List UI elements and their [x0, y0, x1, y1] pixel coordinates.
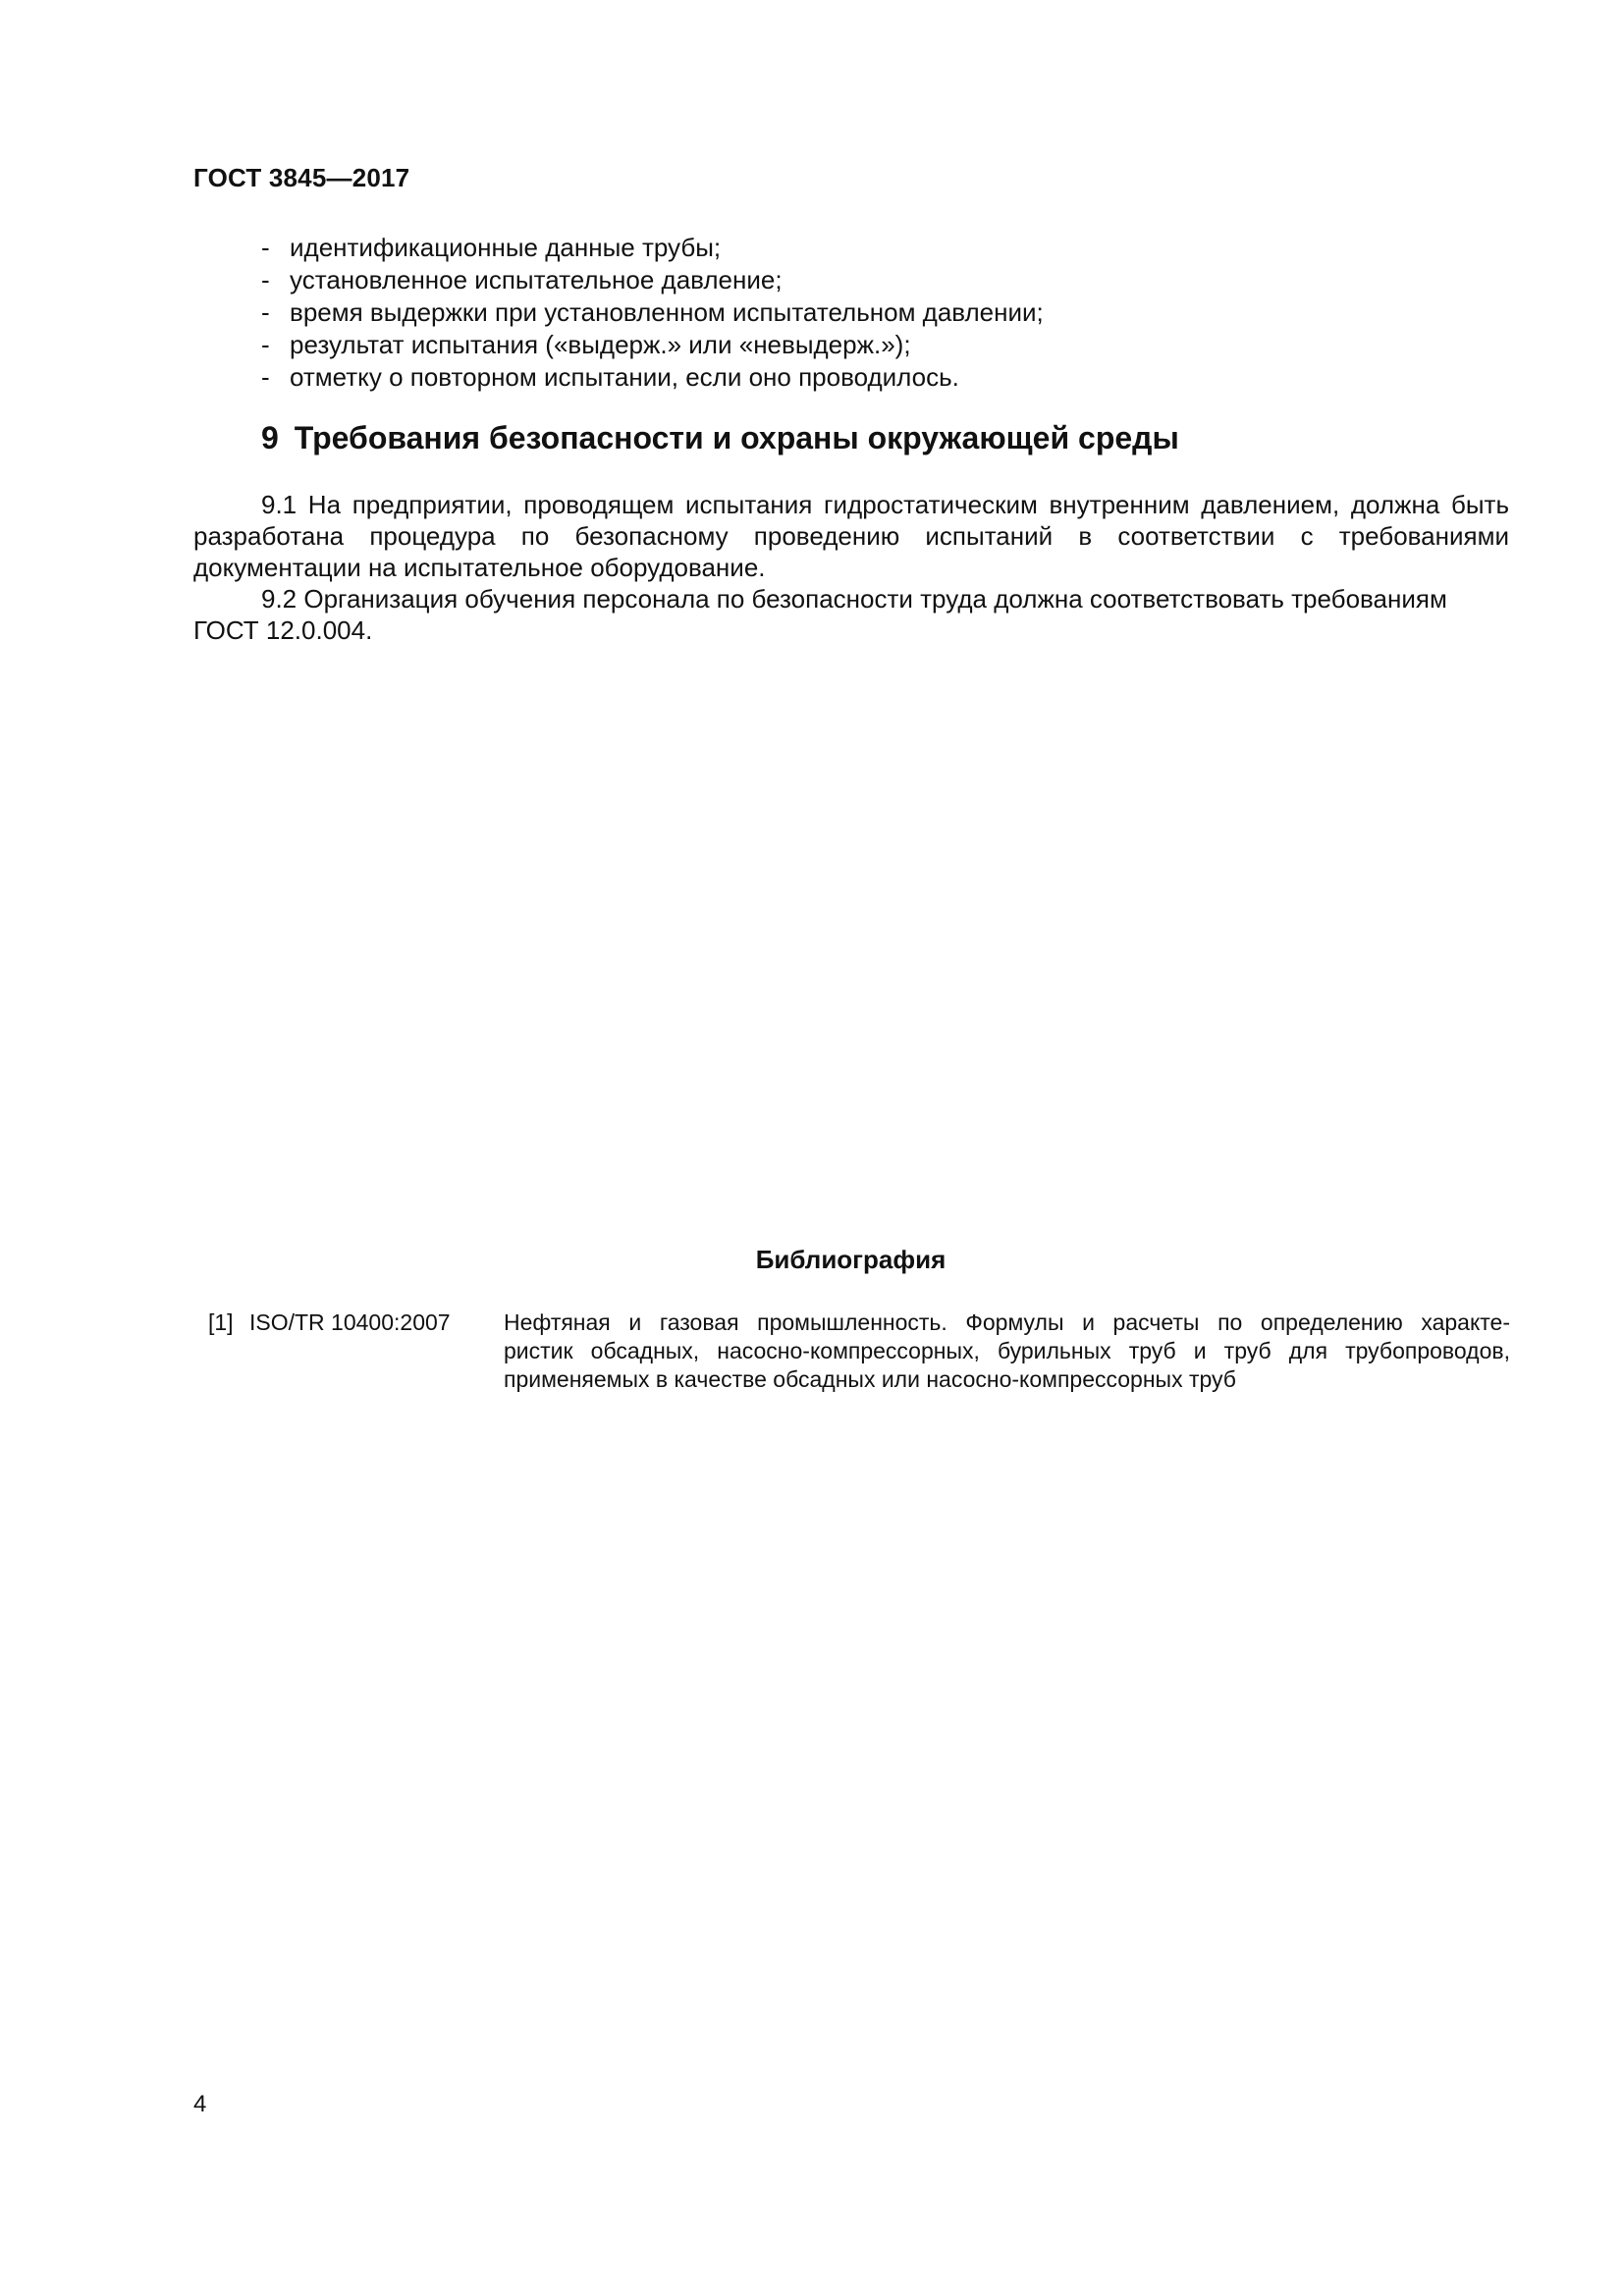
dash-marker: - — [261, 233, 270, 262]
paragraph-9-2: 9.2 Организация обучения персонала по безопасности труда должна соответствовать требованиям ГОСТ 12.0.004. — [193, 584, 1447, 645]
requirements-list — [261, 232, 1044, 394]
list-item-text: установленное испытательное давление; — [290, 265, 783, 294]
list-item-text: идентификационные данные трубы; — [290, 233, 722, 262]
dash-marker: - — [261, 265, 270, 294]
list-item — [261, 361, 1044, 394]
bibliography-entry-number: [1] — [208, 1309, 234, 1335]
dash-marker: - — [261, 297, 270, 327]
bibliography-entry-code: ISO/TR 10400:2007 — [249, 1309, 451, 1335]
list-item — [261, 232, 1044, 264]
list-item-text: время выдержки при установленном испытательном давлении; — [290, 297, 1044, 327]
bibliography-entry-line: применяемых в качестве обсадных или насосно-компрессорных труб — [504, 1366, 1236, 1392]
bibliography-entry-line: ристик обсадных, насосно-компрессорных, бурильных труб и труб для трубопроводов, — [504, 1338, 1510, 1363]
section-body — [193, 489, 1509, 646]
section-number: 9 — [261, 420, 279, 455]
list-item — [261, 329, 1044, 361]
dash-marker: - — [261, 330, 270, 359]
section-heading — [261, 420, 1179, 456]
section-title-text: Требования безопасности и охраны окружающей среды — [294, 420, 1179, 455]
paragraph-9-1: 9.1 На предприятии, проводящем испытания гидростатическим внутренним давлением, должна быть разработана процедура по безопасному проведению испытаний в соответствии с требованиями документации на испытательное оборудование. — [193, 490, 1509, 582]
list-item-text: результат испытания («выдерж.» или «невыдерж.»); — [290, 330, 911, 359]
bibliography-entry-line: Нефтяная и газовая промышленность. Формулы и расчеты по определению характе- — [504, 1309, 1510, 1335]
bibliography-entry-description — [504, 1308, 1510, 1394]
bibliography-title: Библиография — [755, 1245, 947, 1274]
list-item-text: отметку о повторном испытании, если оно проводилось. — [290, 362, 959, 392]
document-id-header: ГОСТ 3845—2017 — [193, 163, 410, 192]
list-item — [261, 296, 1044, 329]
page-number: 4 — [193, 2091, 207, 2117]
list-item — [261, 264, 1044, 296]
dash-marker: - — [261, 362, 270, 392]
